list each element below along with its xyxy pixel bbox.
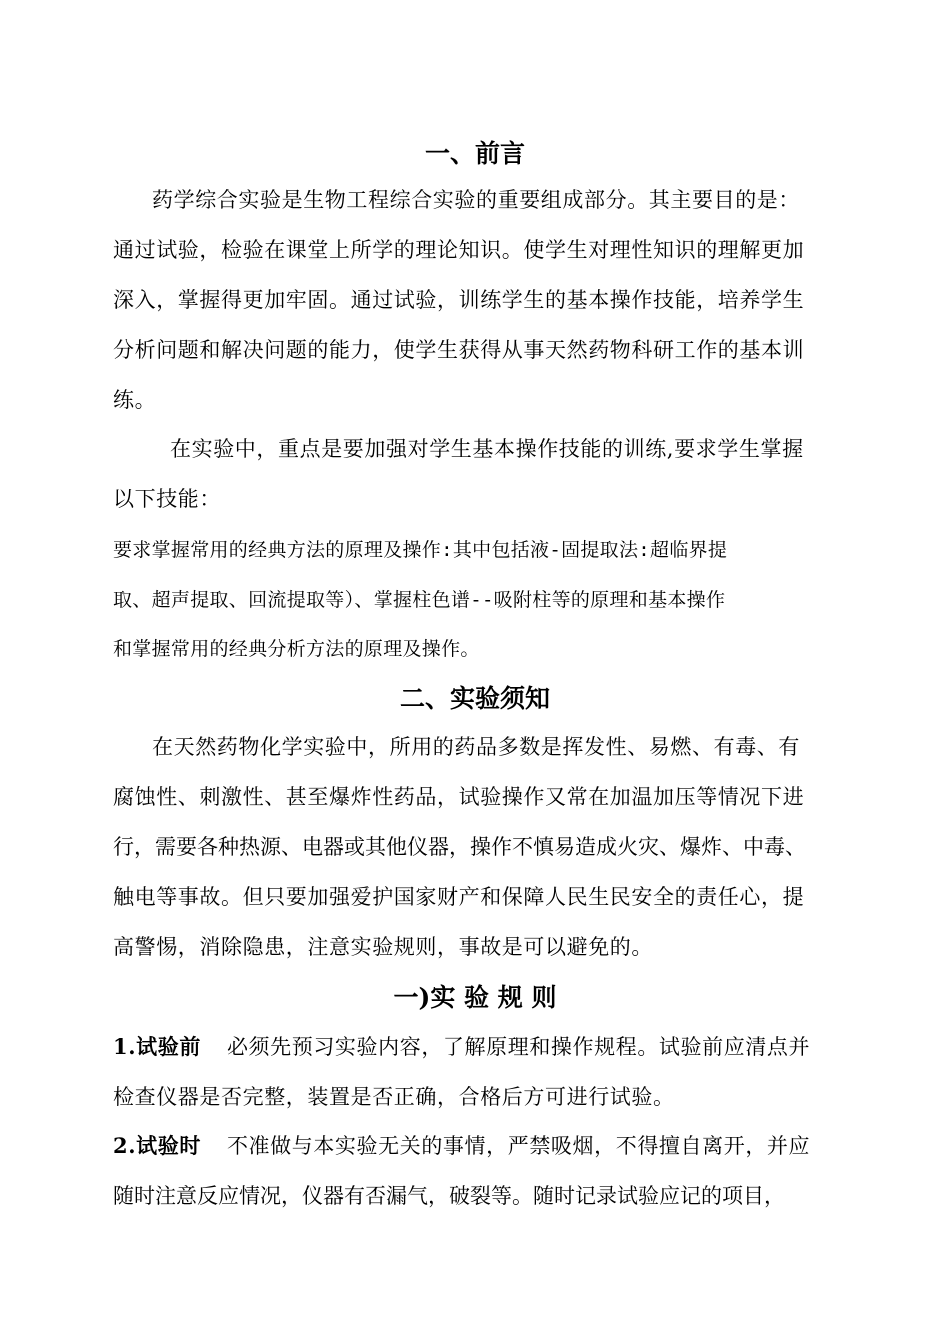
- paragraph-line: 检查仪器是否完整，装置是否正确，合格后方可进行试验。: [113, 1085, 675, 1109]
- rule-line: [113, 1133, 810, 1159]
- paragraph-line: 练。: [113, 388, 157, 412]
- paragraph-line: 以下技能：: [113, 487, 221, 511]
- paragraph-line: 腐蚀性、刺激性、甚至爆炸性药品，试验操作又常在加温加压等情况下进: [113, 785, 805, 809]
- paragraph-line: 和掌握常用的经典分析方法的原理及操作。: [113, 638, 480, 660]
- section-heading-notice: 二、实验须知: [399, 684, 550, 713]
- paragraph-line: 行，需要各种热源、电器或其他仪器，操作不慎易造成火灾、爆炸、中毒、: [113, 835, 806, 859]
- paragraph-line: 触电等事故。但只要加强爱护国家财产和保障人民生民安全的责任心，提: [113, 885, 805, 909]
- paragraph-line: 通过试验，检验在课堂上所学的理论知识。使学生对理性知识的理解更加: [113, 238, 805, 262]
- rule-text: 不准做与本实验无关的事情，严禁吸烟，不得擅自离开，并应: [226, 1134, 811, 1158]
- section-heading-preface: 一、前言: [424, 139, 525, 168]
- paragraph-line: 深入，掌握得更加牢固。通过试验，训练学生的基本操作技能，培养学生: [113, 288, 805, 312]
- paragraph-line: 要求掌握常用的经典方法的原理及操作:其中包括液-固提取法:超临界提: [113, 539, 728, 561]
- rule-label: 1.试验前: [113, 1034, 201, 1059]
- paragraph-line: 在实验中，重点是要加强对学生基本操作技能的训练,要求学生掌握: [170, 437, 804, 461]
- paragraph-line: 在天然药物化学实验中，所用的药品多数是挥发性、易燃、有毒、有: [152, 735, 800, 759]
- rule-label: 2.试验时: [113, 1133, 201, 1158]
- paragraph-line: 取、超声提取、回流提取等）、掌握柱色谱--吸附柱等的原理和基本操作: [113, 589, 726, 611]
- subsection-heading-rules: 一)实 验 规 则: [393, 983, 557, 1012]
- paragraph-line: 药学综合实验是生物工程综合实验的重要组成部分。其主要目的是：: [152, 188, 800, 212]
- paragraph-line: 高警惕，消除隐患，注意实验规则，事故是可以避免的。: [113, 935, 653, 959]
- rule-text: 必须先预习实验内容，了解原理和操作规程。试验前应清点并: [226, 1035, 811, 1059]
- paragraph-line: 随时注意反应情况，仪器有否漏气，破裂等。随时记录试验应记的项目，: [113, 1184, 785, 1208]
- paragraph-line: 分析问题和解决问题的能力，使学生获得从事天然药物科研工作的基本训: [113, 338, 805, 362]
- rule-line: [113, 1034, 810, 1060]
